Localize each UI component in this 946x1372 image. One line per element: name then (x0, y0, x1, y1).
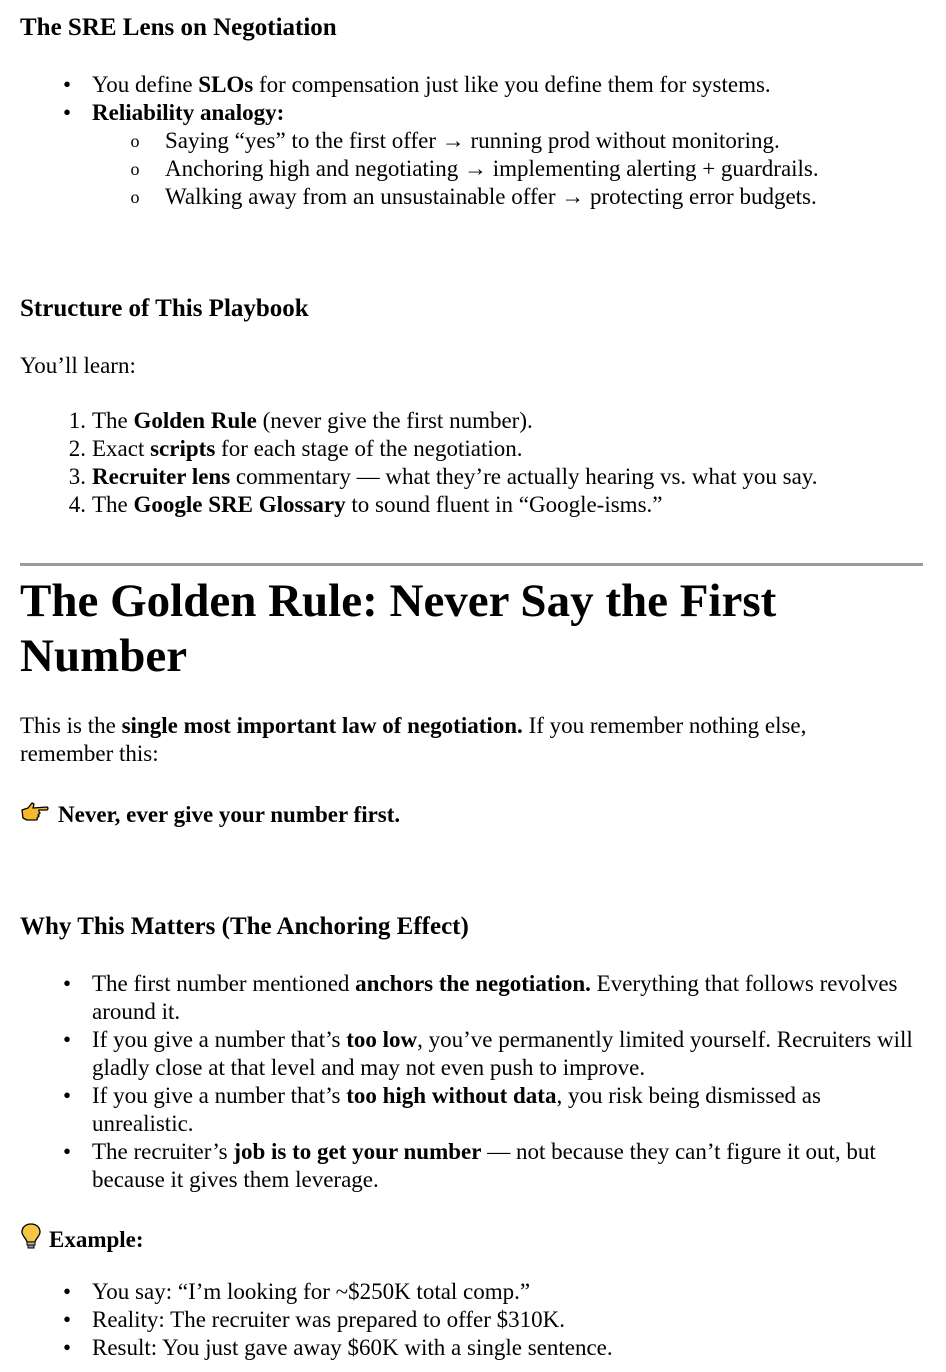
list-item: • If you give a number that’s too low, you’ve permanently limited yourself. Recruiters will gladly close at that level and may not even push to improve. (20, 1026, 925, 1082)
list-item: • Reality: The recruiter was prepared to offer $310K. (20, 1306, 925, 1334)
list-item: • You say: “I’m looking for ~$250K total comp.” (20, 1278, 925, 1306)
circle-bullet-marker: o (130, 131, 140, 151)
structure-list (20, 407, 925, 519)
list-item: • You define SLOs for compensation just like you define them for systems. (20, 71, 925, 99)
bullet-marker: • (62, 971, 72, 996)
sub-list-item: o Anchoring high and negotiating → implementing alerting + guardrails. (20, 155, 925, 183)
structure-intro: You’ll learn: (20, 353, 136, 378)
bullet-marker: • (62, 1083, 72, 1108)
bullet-marker: • (62, 1027, 72, 1052)
list-item: • If you give a number that’s too high without data, you risk being dismissed as unrealistic. (20, 1082, 925, 1138)
circle-bullet-marker: o (130, 187, 140, 207)
example-list (20, 1278, 925, 1362)
page-title: The Golden Rule: Never Say the First Number (20, 575, 777, 682)
list-item: • Reliability analogy: (20, 99, 925, 127)
sre-lens-list (20, 71, 925, 211)
circle-bullet-marker: o (130, 159, 140, 179)
bullet-marker: • (62, 100, 72, 125)
why-list (20, 970, 925, 1194)
list-item: 1. The Golden Rule (never give the first number). (68, 408, 533, 433)
bullet-marker: • (62, 1335, 72, 1360)
list-item: • The recruiter’s job is to get your number — not because they can’t figure it out, but because it gives them leverage. (20, 1138, 925, 1194)
list-item: 4. The Google SRE Glossary to sound fluent in “Google-isms.” (68, 492, 663, 517)
golden-rule-intro: This is the single most important law of negotiation. If you remember nothing else, remember this: (20, 713, 807, 766)
section-heading-why: Why This Matters (The Anchoring Effect) (20, 913, 469, 940)
list-item: • Result: You just gave away $60K with a single sentence. (20, 1334, 925, 1362)
lightbulb-icon (20, 1222, 42, 1257)
golden-rule-callout: Never, ever give your number first. (20, 798, 400, 831)
list-item: 3. Recruiter lens commentary — what they’re actually hearing vs. what you say. (68, 464, 818, 489)
sub-list-item: o Saying “yes” to the first offer → running prod without monitoring. (20, 127, 925, 155)
bullet-marker: • (62, 1139, 72, 1164)
bullet-marker: • (62, 1307, 72, 1332)
horizontal-rule (20, 563, 923, 566)
bullet-marker: • (62, 72, 72, 97)
example-label: Example: (20, 1222, 144, 1257)
section-heading-structure: Structure of This Playbook (20, 295, 309, 322)
pointing-hand-icon (20, 798, 50, 831)
list-item: 2. Exact scripts for each stage of the negotiation. (68, 436, 523, 461)
sub-list-item: o Walking away from an unsustainable offer → protecting error budgets. (20, 183, 925, 211)
section-heading-sre-lens: The SRE Lens on Negotiation (20, 14, 337, 41)
list-item: • The first number mentioned anchors the negotiation. Everything that follows revolves around it. (20, 970, 925, 1026)
bullet-marker: • (62, 1279, 72, 1304)
